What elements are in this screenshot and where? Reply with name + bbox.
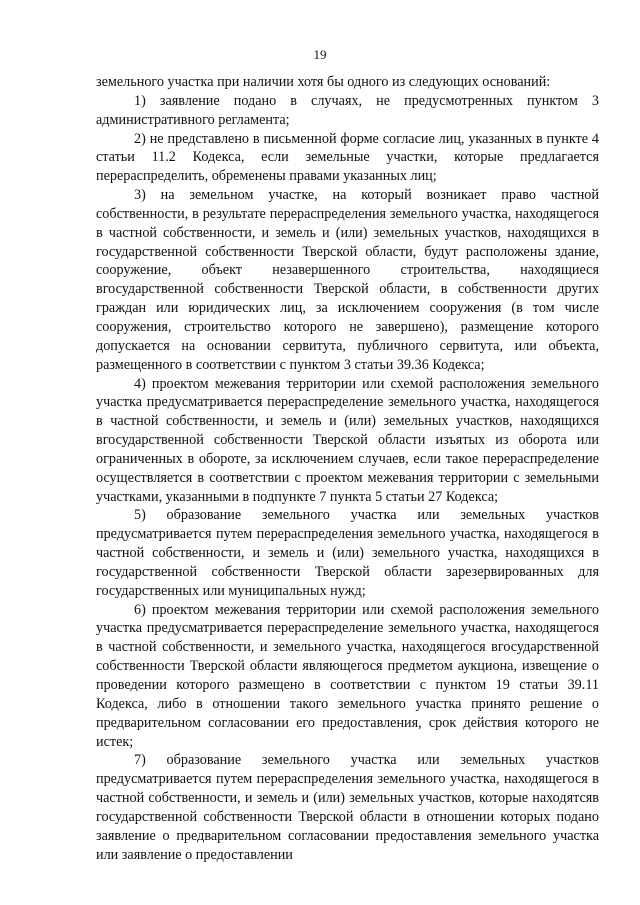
paragraph-item-6: 6) проектом межевания территории или схемой расположения земельного участка предусматривается перераспределение земельного участка, находящегося в частной собственности, и земельного участка, находящегося вгосударственной собственности Тверской области являющегося предметом аукциона, извещение о проведении которого размещено в соответствии с пунктом 19 статьи 39.11 Кодекса, либо в отношении такого земельного участка принято решение о предварительном согласовании его предоставления, срок действия которого не истек; <box>96 601 599 750</box>
paragraph-intro: земельного участка при наличии хотя бы одного из следующих оснований: <box>96 74 551 90</box>
paragraph-item-5: 5) образование земельного участка или земельных участков предусматривается путем перераспределения земельного участка, находящегося в частной собственности, и земель и (или) земельного участка, находящихся в государственной собственности Тверской области зарезервированных для государственных или муниципальных нужд; <box>96 507 599 599</box>
document-text-body <box>96 73 599 864</box>
paragraph-item-4: 4) проектом межевания территории или схемой расположения земельного участка предусматривается перераспределение земельного участка, находящегося в частной собственности, и земель и (или) земельных участков, находящихся вгосударственной собственности Тверской области изъятых из оборота или ограниченных в обороте, за исключением случаев, если такое перераспределение осуществляется в соответствии с проектом межевания территории с земельными участками, указанными в подпункте 7 пункта 5 статьи 27 Кодекса; <box>96 375 599 505</box>
paragraph-item-2: 2) не представлено в письменной форме согласие лиц, указанных в пункте 4 статьи 11.2 Кодекса, если земельные участки, которые предлагается перераспределить, обременены правами указанных лиц; <box>96 130 599 185</box>
paragraph-item-7: 7) образование земельного участка или земельных участков предусматривается путем перераспределения земельного участка, находящегося в частной собственности, и земель и (или) земельных участков, которые находятсяв государственной собственности Тверской области в отношении которых подано заявление о предварительном согласовании предоставления земельного участка или заявление о предоставлении <box>96 752 599 863</box>
paragraph-item-3: 3) на земельном участке, на который возникает право частной собственности, в результате перераспределения земельного участка, находящегося в частной собственности, и земель и (или) земельных участков, находящихся в государственной собственности Тверской области, будут расположены здание, сооружение, объект незавершенного строительства, находящиеся вгосударственной собственности Тверской области, в собственности других граждан или юридических лиц, за исключением сооружения (в том числе сооружения, строительство которого не завершено), размещение которого допускается на основании сервитута, публичного сервитута, или объекта, размещенного в соответствии с пунктом 3 статьи 39.36 Кодекса; <box>96 187 599 373</box>
paragraph-item-1: 1) заявление подано в случаях, не предусмотренных пунктом 3 административного регламента; <box>96 92 599 128</box>
page-number: 19 <box>313 47 327 62</box>
